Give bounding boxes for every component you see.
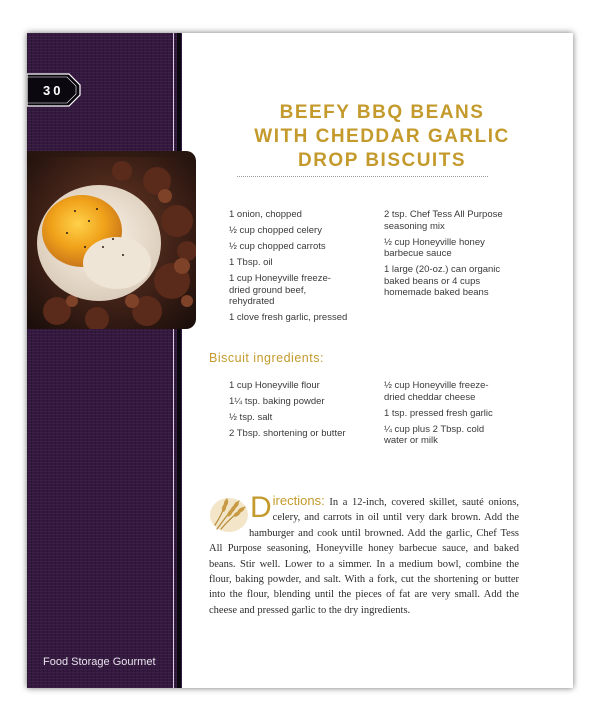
ingredient-item: 1 cup Honeyville freeze-dried ground beef, rehydrated xyxy=(229,273,331,307)
ingredients-list-right xyxy=(384,209,509,303)
recipe-title-line: WITH CHEDDAR GARLIC xyxy=(254,126,510,147)
recipe-title-line: BEEFY BBQ BEANS xyxy=(279,102,485,123)
ingredient-item: ¼ cup plus 2 Tbsp. cold water or milk xyxy=(384,423,485,446)
ingredient-item: 1 large (20-oz.) can organic baked beans or 4 cups homemade baked beans xyxy=(384,264,501,298)
ingredients-list-left xyxy=(229,209,349,328)
dish-photo xyxy=(27,151,196,329)
biscuit-list-left xyxy=(229,380,349,444)
ingredient-item: 1 tsp. pressed fresh garlic xyxy=(384,407,493,419)
ingredient-item: ½ cup chopped carrots xyxy=(229,241,326,252)
wheat-icon xyxy=(209,495,249,533)
page-number-tab xyxy=(27,73,81,107)
recipe-title-line: DROP BISCUITS xyxy=(297,150,466,171)
ingredient-item: 2 tsp. Chef Tess All Purpose seasoning mix xyxy=(384,209,503,232)
ingredient-item: ½ cup Honeyville honey barbecue sauce xyxy=(384,236,485,259)
page-number: 30 xyxy=(43,82,64,98)
ingredient-item: ½ tsp. salt xyxy=(229,412,273,423)
ingredient-item: ½ cup chopped celery xyxy=(229,225,322,236)
biscuit-ingredients-heading: Biscuit ingredients: xyxy=(209,351,324,365)
ingredient-item: 1 onion, chopped xyxy=(229,209,302,220)
biscuit-list-right xyxy=(384,380,509,451)
directions-dropcap: D xyxy=(250,491,272,524)
directions-label: irections: xyxy=(272,493,325,508)
book-title-footer: Food Storage Gourmet xyxy=(43,656,156,668)
recipe-title xyxy=(227,101,537,173)
ingredient-item: 1 clove fresh garlic, pressed xyxy=(229,312,348,323)
directions-paragraph xyxy=(209,493,519,618)
ingredient-item: 1¼ tsp. baking powder xyxy=(229,396,325,407)
ingredient-item: ½ cup Honeyville freeze-dried cheddar cheese xyxy=(384,380,489,403)
sidebar-rule-thin xyxy=(173,33,174,688)
cookbook-page xyxy=(27,33,573,688)
directions-text: In a 12-inch, covered skillet, sauté onions, celery, and carrots in oil until very dark brown. Add the hamburger and cook until browned. Add the garlic, Chef Tess All Purpose seasoning, Honeyville honey barbecue sauce, and baked beans. Stir well. Lower to a simmer. In a medium bowl, combine the flour, baking powder, and salt. With a fork, cut the shortening or butter into the flour, blending until the pieces of fat are very small. Add the cheese and pressed garlic to the dry ingredients. xyxy=(209,497,520,616)
ingredient-item: 2 Tbsp. shortening or butter xyxy=(229,428,346,439)
sidebar-rule-thick xyxy=(177,33,181,688)
title-divider xyxy=(237,176,488,177)
sidebar-panel xyxy=(27,33,182,688)
ingredient-item: 1 cup Honeyville flour xyxy=(229,380,320,391)
ingredient-item: 1 Tbsp. oil xyxy=(229,257,273,268)
